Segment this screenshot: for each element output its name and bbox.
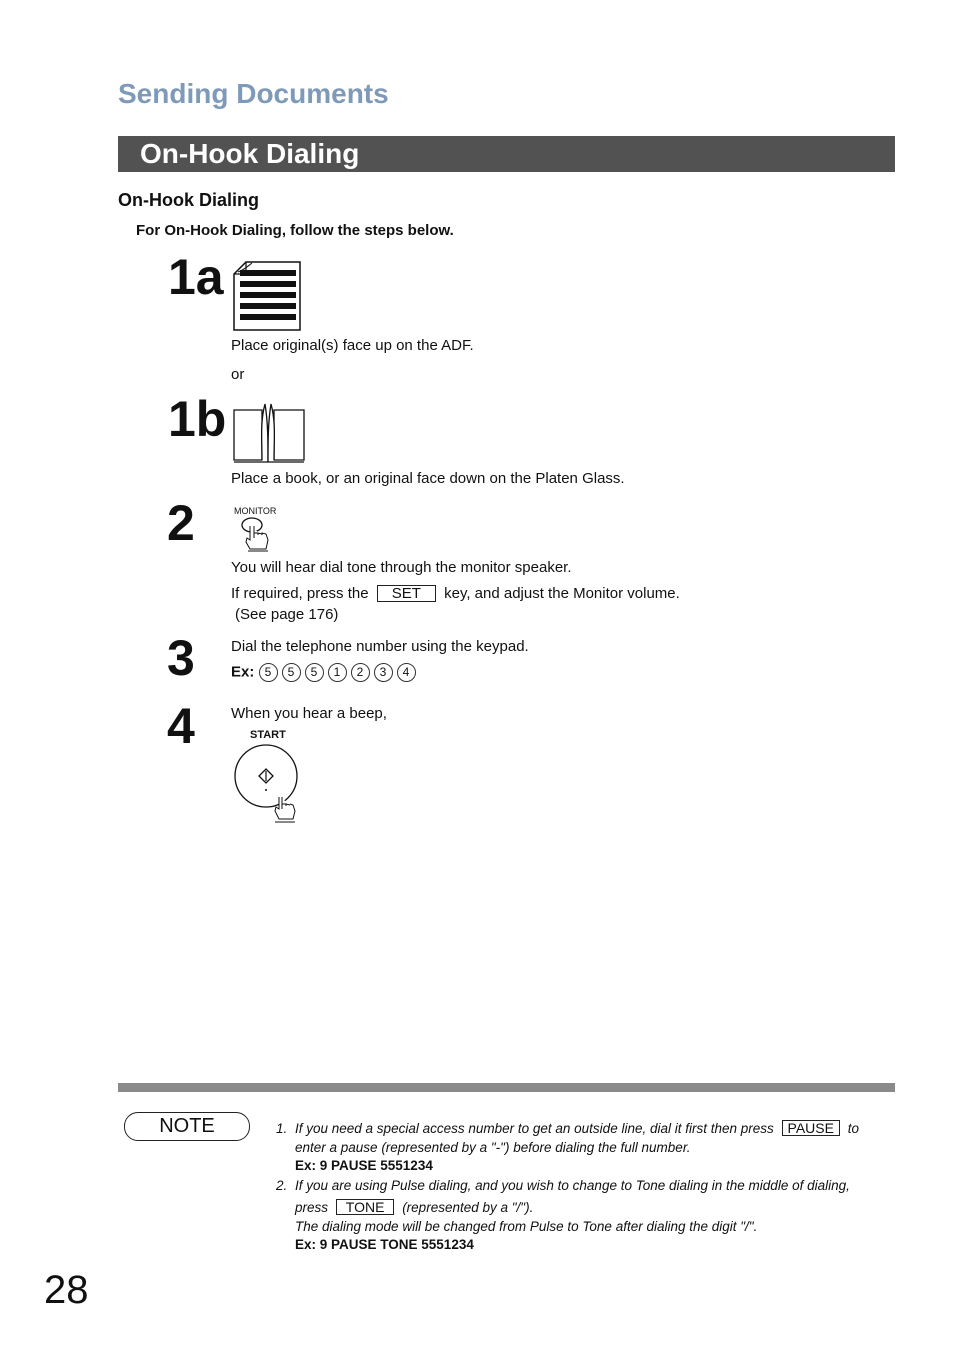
- note-item-number: 1.: [276, 1121, 288, 1136]
- note-item-text: If you are using Pulse dialing, and you wish to change to Tone dialing in the middle of dialing,: [295, 1178, 850, 1193]
- note-item-continuation: enter a pause (represented by a "-") before dialing the full number.: [295, 1140, 691, 1155]
- step-number-3: 3: [167, 630, 195, 686]
- step-number-1a: 1a: [168, 249, 224, 305]
- digit-key: 3: [374, 663, 393, 682]
- note-item-text-post: (represented by a "/").: [402, 1200, 534, 1215]
- digit-key: 5: [305, 663, 324, 682]
- step-number-2: 2: [167, 495, 195, 551]
- note-item: [276, 1176, 896, 1253]
- step-2-page-ref: (See page 176): [235, 606, 339, 623]
- pause-key: PAUSE: [782, 1120, 840, 1136]
- monitor-key-label: MONITOR: [234, 506, 277, 516]
- start-button-icon: [233, 743, 301, 830]
- note-label: NOTE: [124, 1112, 250, 1141]
- step-number-4: 4: [167, 698, 195, 754]
- example-label: Ex:: [231, 663, 255, 681]
- subheading: On-Hook Dialing: [118, 190, 259, 210]
- digit-key: 5: [259, 663, 278, 682]
- divider-bar: [118, 1083, 895, 1092]
- page-title: On-Hook Dialing: [140, 138, 360, 169]
- step-1b-text: Place a book, or an original face down on the Platen Glass.: [231, 470, 625, 487]
- step-4-text: When you hear a beep,: [231, 705, 387, 722]
- note-item: [276, 1119, 896, 1174]
- tone-key: TONE: [336, 1199, 395, 1215]
- start-key-label: START: [250, 729, 286, 741]
- page-number: 28: [44, 1268, 89, 1312]
- step-number-1b: 1b: [168, 391, 227, 447]
- step-2-text-2: [231, 585, 680, 603]
- monitor-button-icon: [240, 516, 272, 557]
- page-title-bar: [118, 136, 895, 172]
- step-2-text-2-post: key, and adjust the Monitor volume.: [444, 585, 680, 602]
- digit-key: 1: [328, 663, 347, 682]
- adf-document-icon: [232, 260, 304, 337]
- step-3-example: [231, 663, 420, 682]
- step-1a-text: Place original(s) face up on the ADF.: [231, 337, 474, 354]
- step-2-text-1: You will hear dial tone through the monitor speaker.: [231, 559, 572, 576]
- note-item-example: Ex: 9 PAUSE 5551234: [295, 1158, 433, 1173]
- section-title: Sending Documents: [118, 78, 389, 109]
- note-item-number: 2.: [276, 1178, 288, 1193]
- note-item-continuation: The dialing mode will be changed from Pulse to Tone after dialing the digit "/".: [295, 1219, 758, 1234]
- note-item-text-press: press: [295, 1200, 329, 1215]
- digit-key: 2: [351, 663, 370, 682]
- book-platen-icon: [232, 402, 306, 469]
- set-key: SET: [377, 585, 436, 602]
- note-item-text-post: to: [847, 1121, 860, 1136]
- note-item-example: Ex: 9 PAUSE TONE 5551234: [295, 1237, 474, 1252]
- digit-key: 4: [397, 663, 416, 682]
- note-list: [276, 1119, 896, 1253]
- intro-text: For On-Hook Dialing, follow the steps below.: [136, 222, 454, 239]
- note-item-text: If you need a special access number to get an outside line, dial it first then press: [295, 1121, 774, 1136]
- digit-key: 5: [282, 663, 301, 682]
- or-separator: or: [231, 366, 245, 383]
- step-3-text: Dial the telephone number using the keypad.: [231, 638, 529, 655]
- step-2-text-2-pre: If required, press the: [231, 585, 369, 602]
